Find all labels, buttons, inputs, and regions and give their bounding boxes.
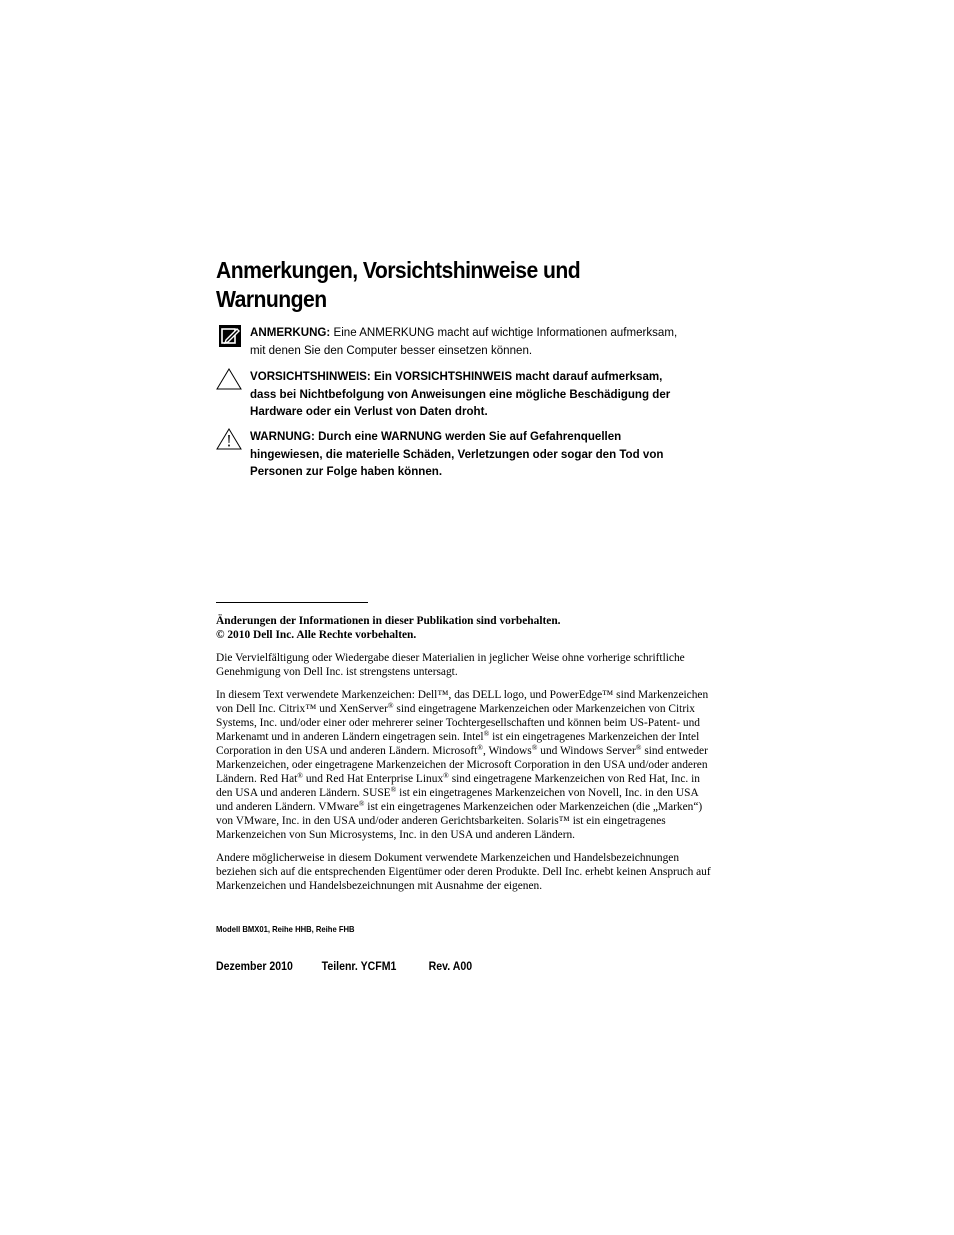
reproduction-notice: Die Vervielfältigung oder Wiedergabe dieser Materialien in jeglicher Weise ohne vorherige schriftliche Genehmigung von Dell Inc. ist strengstens untersagt. [216, 652, 685, 678]
footer-info [216, 959, 498, 973]
note-label: ANMERKUNG: [250, 325, 331, 339]
note-pencil-icon [216, 324, 242, 348]
change-copyright-notice [216, 614, 716, 642]
page-title: Anmerkungen, Vorsichtshinweise und Warnungen [216, 257, 581, 312]
warning-triangle-icon [216, 428, 242, 452]
change-notice: Änderungen der Informationen in dieser Publikation sind vorbehalten. [216, 615, 561, 627]
footnote-divider [216, 602, 368, 603]
warning-text: Durch eine WARNUNG werden Sie auf Gefahrenquellen hingewiesen, die materielle Schäden, Verletzungen oder sogar den Tod von Personen zur Folge haben können. [250, 429, 664, 478]
other-marks-notice: Andere möglicherweise in diesem Dokument verwendete Markenzeichen und Handelsbezeichnungen beziehen sich auf die entsprechenden Eigentümer oder deren Produkte. Dell Inc. erhebt keinen Anspruch auf Markenzeichen und Handelsbezeichnungen mit Ausnahme der eigenen. [216, 852, 711, 892]
legal-section [216, 614, 716, 902]
model-line: Modell BMX01, Reihe HHB, Reihe FHB [216, 924, 355, 934]
caution-label: VORSICHTSHINWEIS: [250, 369, 371, 383]
warning-block [216, 428, 736, 481]
footer-part-number: Teilenr. YCFM1 [321, 959, 397, 973]
copyright: © 2010 Dell Inc. Alle Rechte vorbehalten. [216, 629, 417, 641]
note-text: Eine ANMERKUNG macht auf wichtige Informationen aufmerksam, mit denen Sie den Computer besser einsetzen können. [250, 325, 678, 357]
caution-block [216, 368, 736, 421]
note-block [216, 324, 736, 359]
trademark-notice: In diesem Text verwendete Markenzeichen: Dell™, das DELL logo, und PowerEdge™ sind Markenzeichen von Dell Inc. Citrix™ und XenServer® sind eingetragene Markenzeichen oder Markenzeichen von Citrix Systems, Inc. und/oder einer oder mehrerer seiner Tochtergesellschaften und können beim US-Patent- und Markenamt und in anderen Ländern eingetragen sein. Intel® ist ein eingetragenes Markenzeichen der Intel Corporation in den USA und anderen Ländern. Microsoft®, Windows® und Windows Server® sind entweder Markenzeichen, oder eingetragene Markenzeichen der Microsoft Corporation in den USA und/oder anderen Ländern. Red Hat® und Red Hat Enterprise Linux® sind eingetragene Markenzeichen von Red Hat, Inc. in den USA und anderen Ländern. SUSE® ist ein eingetragenes Markenzeichen von Novell, Inc. in den USA und anderen Ländern. VMware® ist ein eingetragenes Markenzeichen oder Markenzeichen (die „Marken“) von VMware, Inc. in den USA und/oder anderen Gerichtsbarkeiten. Solaris™ ist ein eingetragenes Markenzeichen von Sun Microsystems, Inc. in den USA und anderen Ländern. [216, 689, 709, 841]
footer-revision: Rev. A00 [428, 959, 473, 973]
caution-text: Ein VORSICHTSHINWEIS macht darauf aufmerksam, dass bei Nichtbefolgung von Anweisungen eine mögliche Beschädigung der Hardware oder ein Verlust von Daten droht. [250, 369, 671, 418]
footer-date: Dezember 2010 [216, 959, 293, 973]
warning-label: WARNUNG: [250, 429, 315, 443]
caution-triangle-icon [216, 368, 242, 392]
